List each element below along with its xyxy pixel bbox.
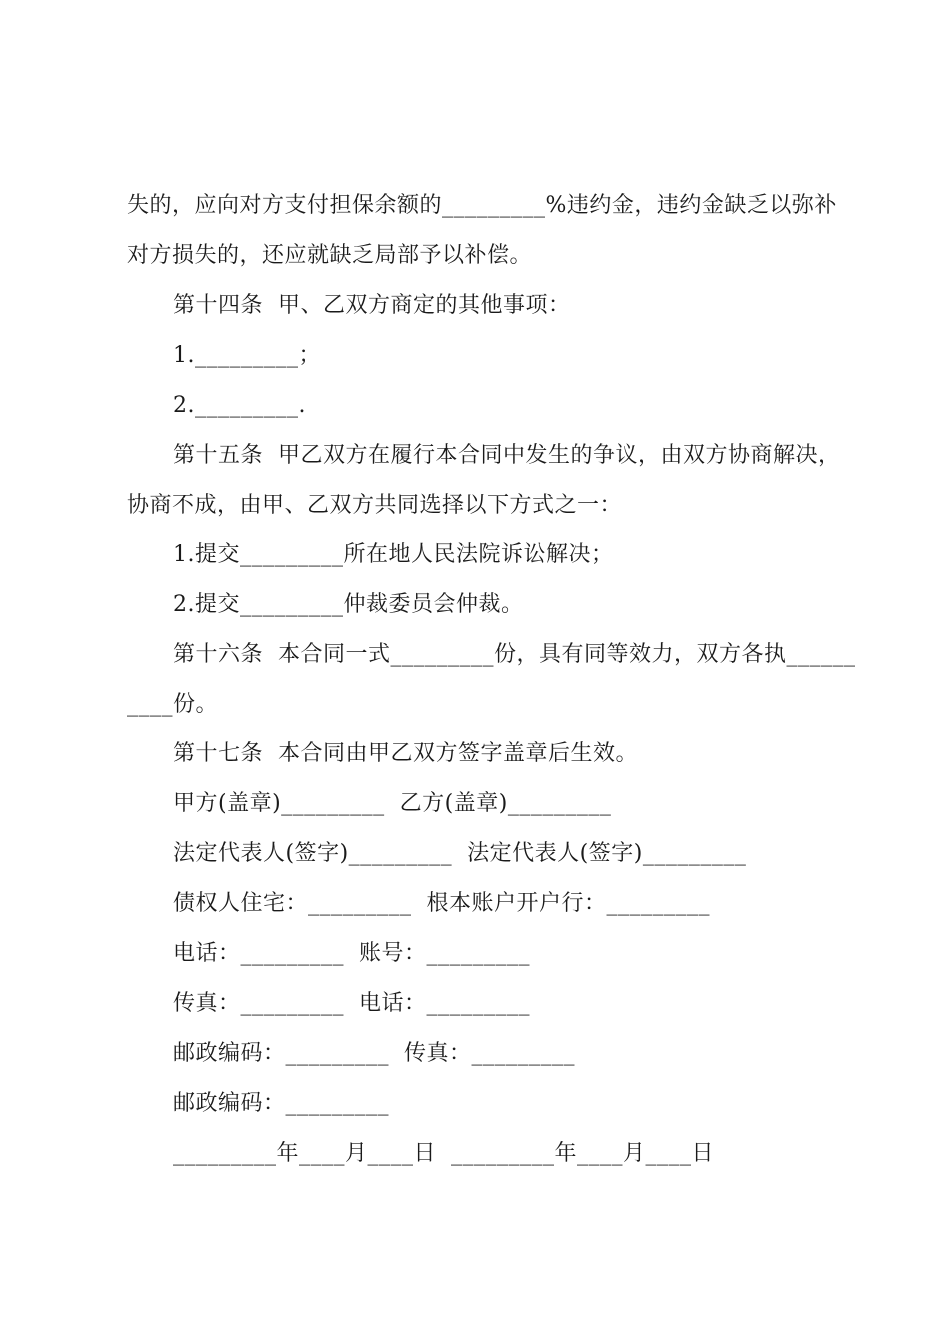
list-item: 2.提交_________仲裁委员会仲裁。 xyxy=(173,592,524,617)
article-heading: 第十五条 甲乙双方在履行本合同中发生的争议，由双方协商解决， xyxy=(173,443,841,468)
article-heading: 第十七条 本合同由甲乙双方签字盖章后生效。 xyxy=(173,741,638,766)
signature-field-line: 电话：_________ 账号：_________ xyxy=(173,941,530,966)
list-item: 1.提交_________所在地人民法院诉讼解决； xyxy=(173,542,614,567)
signature-field-line: 法定代表人(签字)_________ 法定代表人(签字)_________ xyxy=(173,841,747,866)
signature-field-line: 债权人住宅：_________ 根本账户开户行：_________ xyxy=(173,891,710,916)
date-line: _________年____月____日 _________年____月____日 xyxy=(173,1141,714,1166)
signature-field-line: 甲方(盖章)_________ 乙方(盖章)_________ xyxy=(173,791,612,816)
article-heading: 第十六条 本合同一式_________份，具有同等效力，双方各执______ xyxy=(173,642,856,667)
paragraph-line: 失的，应向对方支付担保余额的_________%违约金，违约金缺乏以弥补 xyxy=(127,193,837,218)
list-item: 2._________. xyxy=(173,393,306,418)
paragraph-line: ____份。 xyxy=(127,692,219,717)
signature-field-line: 邮政编码：_________ 传真：_________ xyxy=(173,1041,575,1066)
list-item: 1._________； xyxy=(173,343,321,368)
paragraph-line: 协商不成，由甲、乙双方共同选择以下方式之一： xyxy=(127,493,623,518)
signature-field-line: 传真：_________ 电话：_________ xyxy=(173,991,530,1016)
article-heading: 第十四条 甲、乙双方商定的其他事项： xyxy=(173,293,571,318)
signature-field-line: 邮政编码：_________ xyxy=(173,1091,390,1116)
paragraph-line: 对方损失的，还应就缺乏局部予以补偿。 xyxy=(127,243,533,268)
